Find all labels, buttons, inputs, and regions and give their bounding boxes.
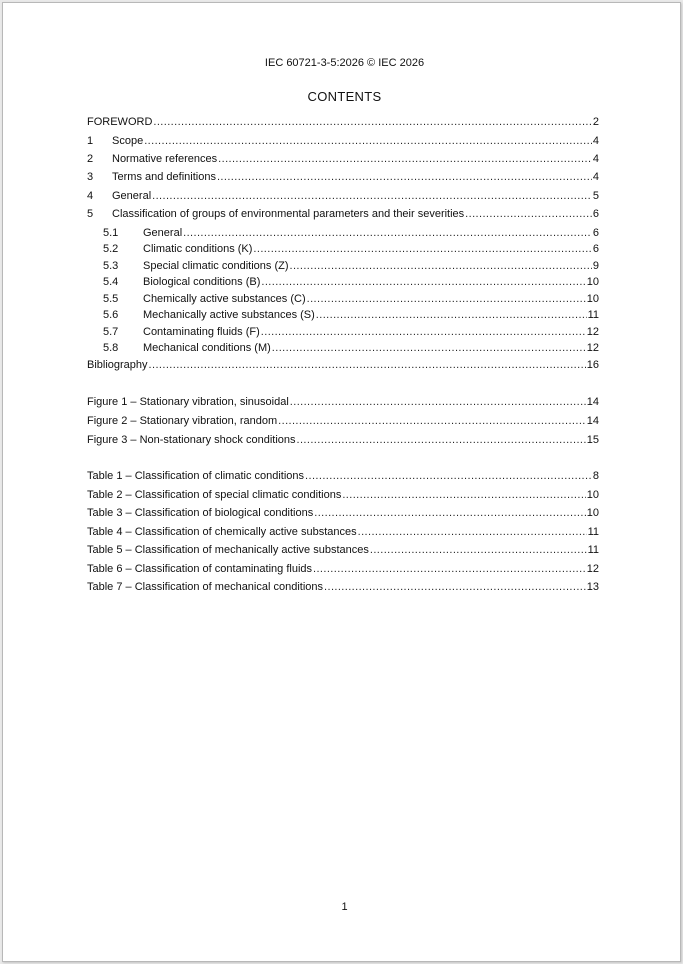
toc-entry-page: 9 (592, 260, 599, 272)
toc-entry-label: Figure 3 – Non-stationary shock conditions (87, 434, 296, 446)
toc-entry-label: Mechanical conditions (M) (143, 342, 271, 354)
toc-entry[interactable] (87, 359, 599, 372)
toc-entry-page: 6 (592, 208, 599, 220)
toc-entry-label: Table 2 – Classification of special climatic conditions (87, 488, 342, 501)
toc-entry-label: Classification of groups of environmental parameters and their severities (112, 208, 465, 220)
table-entry[interactable] (87, 563, 599, 576)
toc-entry-number: 5.7 (103, 326, 119, 338)
toc-entry[interactable] (103, 326, 599, 339)
table-entry[interactable] (87, 470, 599, 483)
toc-entry[interactable] (87, 190, 599, 203)
dot-leader (272, 342, 586, 355)
toc-entry-page: 4 (592, 171, 599, 183)
dot-leader (465, 208, 592, 221)
toc-entry-label: Bibliography (87, 359, 148, 371)
dot-leader (297, 434, 586, 447)
figure-entry[interactable] (87, 396, 599, 409)
toc-entry-label: Terms and definitions (112, 171, 216, 183)
toc-entry[interactable] (87, 171, 599, 184)
toc-entry-label: Figure 1 – Stationary vibration, sinusoidal (87, 396, 289, 408)
toc-entry-page: 11 (587, 309, 599, 321)
toc-entry-number: 5.4 (103, 276, 119, 288)
toc-entry-label: Figure 2 – Stationary vibration, random (87, 415, 278, 427)
toc-entry-page: 11 (587, 544, 599, 556)
contents-title: CONTENTS (307, 89, 382, 104)
toc-entry-number: 5 (87, 208, 94, 220)
dot-leader (261, 276, 585, 289)
toc-entry-label: Climatic conditions (K) (143, 243, 253, 255)
toc-entry-page: 10 (586, 488, 599, 501)
toc-entry[interactable] (103, 293, 599, 306)
toc-entry-label: General (143, 227, 183, 239)
dot-leader (149, 359, 586, 372)
toc-entry-label: Scope (112, 135, 144, 147)
toc-entry-page: 5 (592, 190, 599, 202)
toc-entry-label: FOREWORD (87, 116, 153, 128)
toc-entry-page: 12 (586, 562, 599, 575)
toc-entry-page: 14 (586, 396, 599, 408)
toc-entry-page: 10 (586, 507, 599, 519)
toc-entry-label: Contaminating fluids (F) (143, 326, 260, 338)
toc-entry-label: Table 6 – Classification of contaminating fluids (87, 562, 313, 575)
toc-entry-page: 13 (586, 581, 599, 593)
dot-leader (314, 507, 586, 520)
dot-leader (217, 171, 592, 184)
dot-leader (307, 293, 586, 306)
table-entry[interactable] (87, 544, 599, 557)
dot-leader (183, 227, 592, 240)
document-page (2, 2, 681, 962)
dot-leader (324, 581, 586, 594)
dot-leader (342, 489, 585, 502)
dot-leader (290, 396, 586, 409)
toc-entry-number: 4 (87, 190, 94, 202)
toc-entry[interactable] (103, 227, 599, 240)
dot-leader (358, 526, 587, 539)
dot-leader (152, 190, 592, 203)
toc-entry-number: 1 (87, 135, 94, 147)
toc-entry-number: 5.3 (103, 260, 119, 272)
toc-entry-page: 10 (586, 293, 599, 305)
toc-entry-label: Table 7 – Classification of mechanical conditions (87, 581, 324, 593)
toc-entry-page: 4 (592, 135, 599, 147)
dot-leader (316, 309, 587, 322)
toc-entry-label: General (112, 190, 152, 202)
toc-entry-label: Table 1 – Classification of climatic conditions (87, 470, 305, 482)
toc-entry-label: Table 4 – Classification of chemically active substances (87, 525, 357, 538)
dot-leader (261, 326, 586, 339)
toc-entry-page: 12 (586, 342, 599, 354)
dot-leader (370, 544, 587, 557)
document-header: IEC 60721-3-5:2026 © IEC 2026 (264, 57, 425, 69)
toc-entry[interactable] (87, 116, 599, 129)
toc-entry-page: 2 (592, 116, 599, 128)
toc-entry-page: 10 (586, 276, 599, 288)
toc-entry-number: 3 (87, 171, 94, 183)
toc-entry-number: 5.8 (103, 342, 119, 354)
dot-leader (144, 135, 592, 148)
toc-entry-label: Normative references (112, 153, 218, 165)
toc-entry[interactable] (87, 208, 599, 221)
dot-leader (253, 243, 591, 256)
dot-leader (290, 260, 592, 273)
toc-entry-label: Biological conditions (B) (143, 276, 261, 288)
toc-entry[interactable] (87, 153, 599, 166)
toc-entry-page: 11 (587, 525, 599, 538)
toc-entry-label: Special climatic conditions (Z) (143, 260, 289, 272)
toc-entry[interactable] (87, 135, 599, 148)
toc-entry-number: 2 (87, 153, 94, 165)
table-entry[interactable] (87, 489, 599, 502)
toc-entry-page: 8 (592, 470, 599, 482)
table-entry[interactable] (87, 526, 599, 539)
toc-entry-page: 15 (586, 434, 599, 446)
dot-leader (305, 470, 592, 483)
figure-entry[interactable] (87, 434, 599, 447)
toc-entry-label: Table 5 – Classification of mechanically active substances (87, 544, 369, 556)
dot-leader (218, 153, 592, 166)
toc-entry-label: Table 3 – Classification of biological conditions (87, 507, 314, 519)
toc-entry-number: 5.6 (103, 309, 119, 321)
toc-entry[interactable] (103, 342, 599, 355)
toc-entry-label: Chemically active substances (C) (143, 293, 306, 305)
toc-entry-number: 5.1 (103, 227, 119, 239)
toc-entry[interactable] (103, 260, 599, 273)
table-entry[interactable] (87, 581, 599, 594)
table-entry[interactable] (87, 507, 599, 520)
toc-entry-page: 6 (592, 243, 599, 255)
toc-entry-number: 5.5 (103, 293, 119, 305)
toc-entry[interactable] (103, 309, 599, 322)
toc-entry-page: 12 (586, 326, 599, 338)
toc-entry[interactable] (103, 243, 599, 256)
toc-entry[interactable] (103, 276, 599, 289)
dot-leader (313, 563, 586, 576)
toc-entry-page: 4 (592, 153, 599, 165)
toc-entry-number: 5.2 (103, 243, 119, 255)
toc-entry-page: 14 (586, 415, 599, 427)
toc-entry-page: 6 (592, 227, 599, 239)
dot-leader (153, 116, 591, 129)
dot-leader (278, 415, 586, 428)
page-number: 1 (341, 901, 348, 913)
toc-entry-label: Mechanically active substances (S) (143, 309, 315, 321)
figure-entry[interactable] (87, 415, 599, 428)
toc-entry-page: 16 (586, 359, 599, 371)
